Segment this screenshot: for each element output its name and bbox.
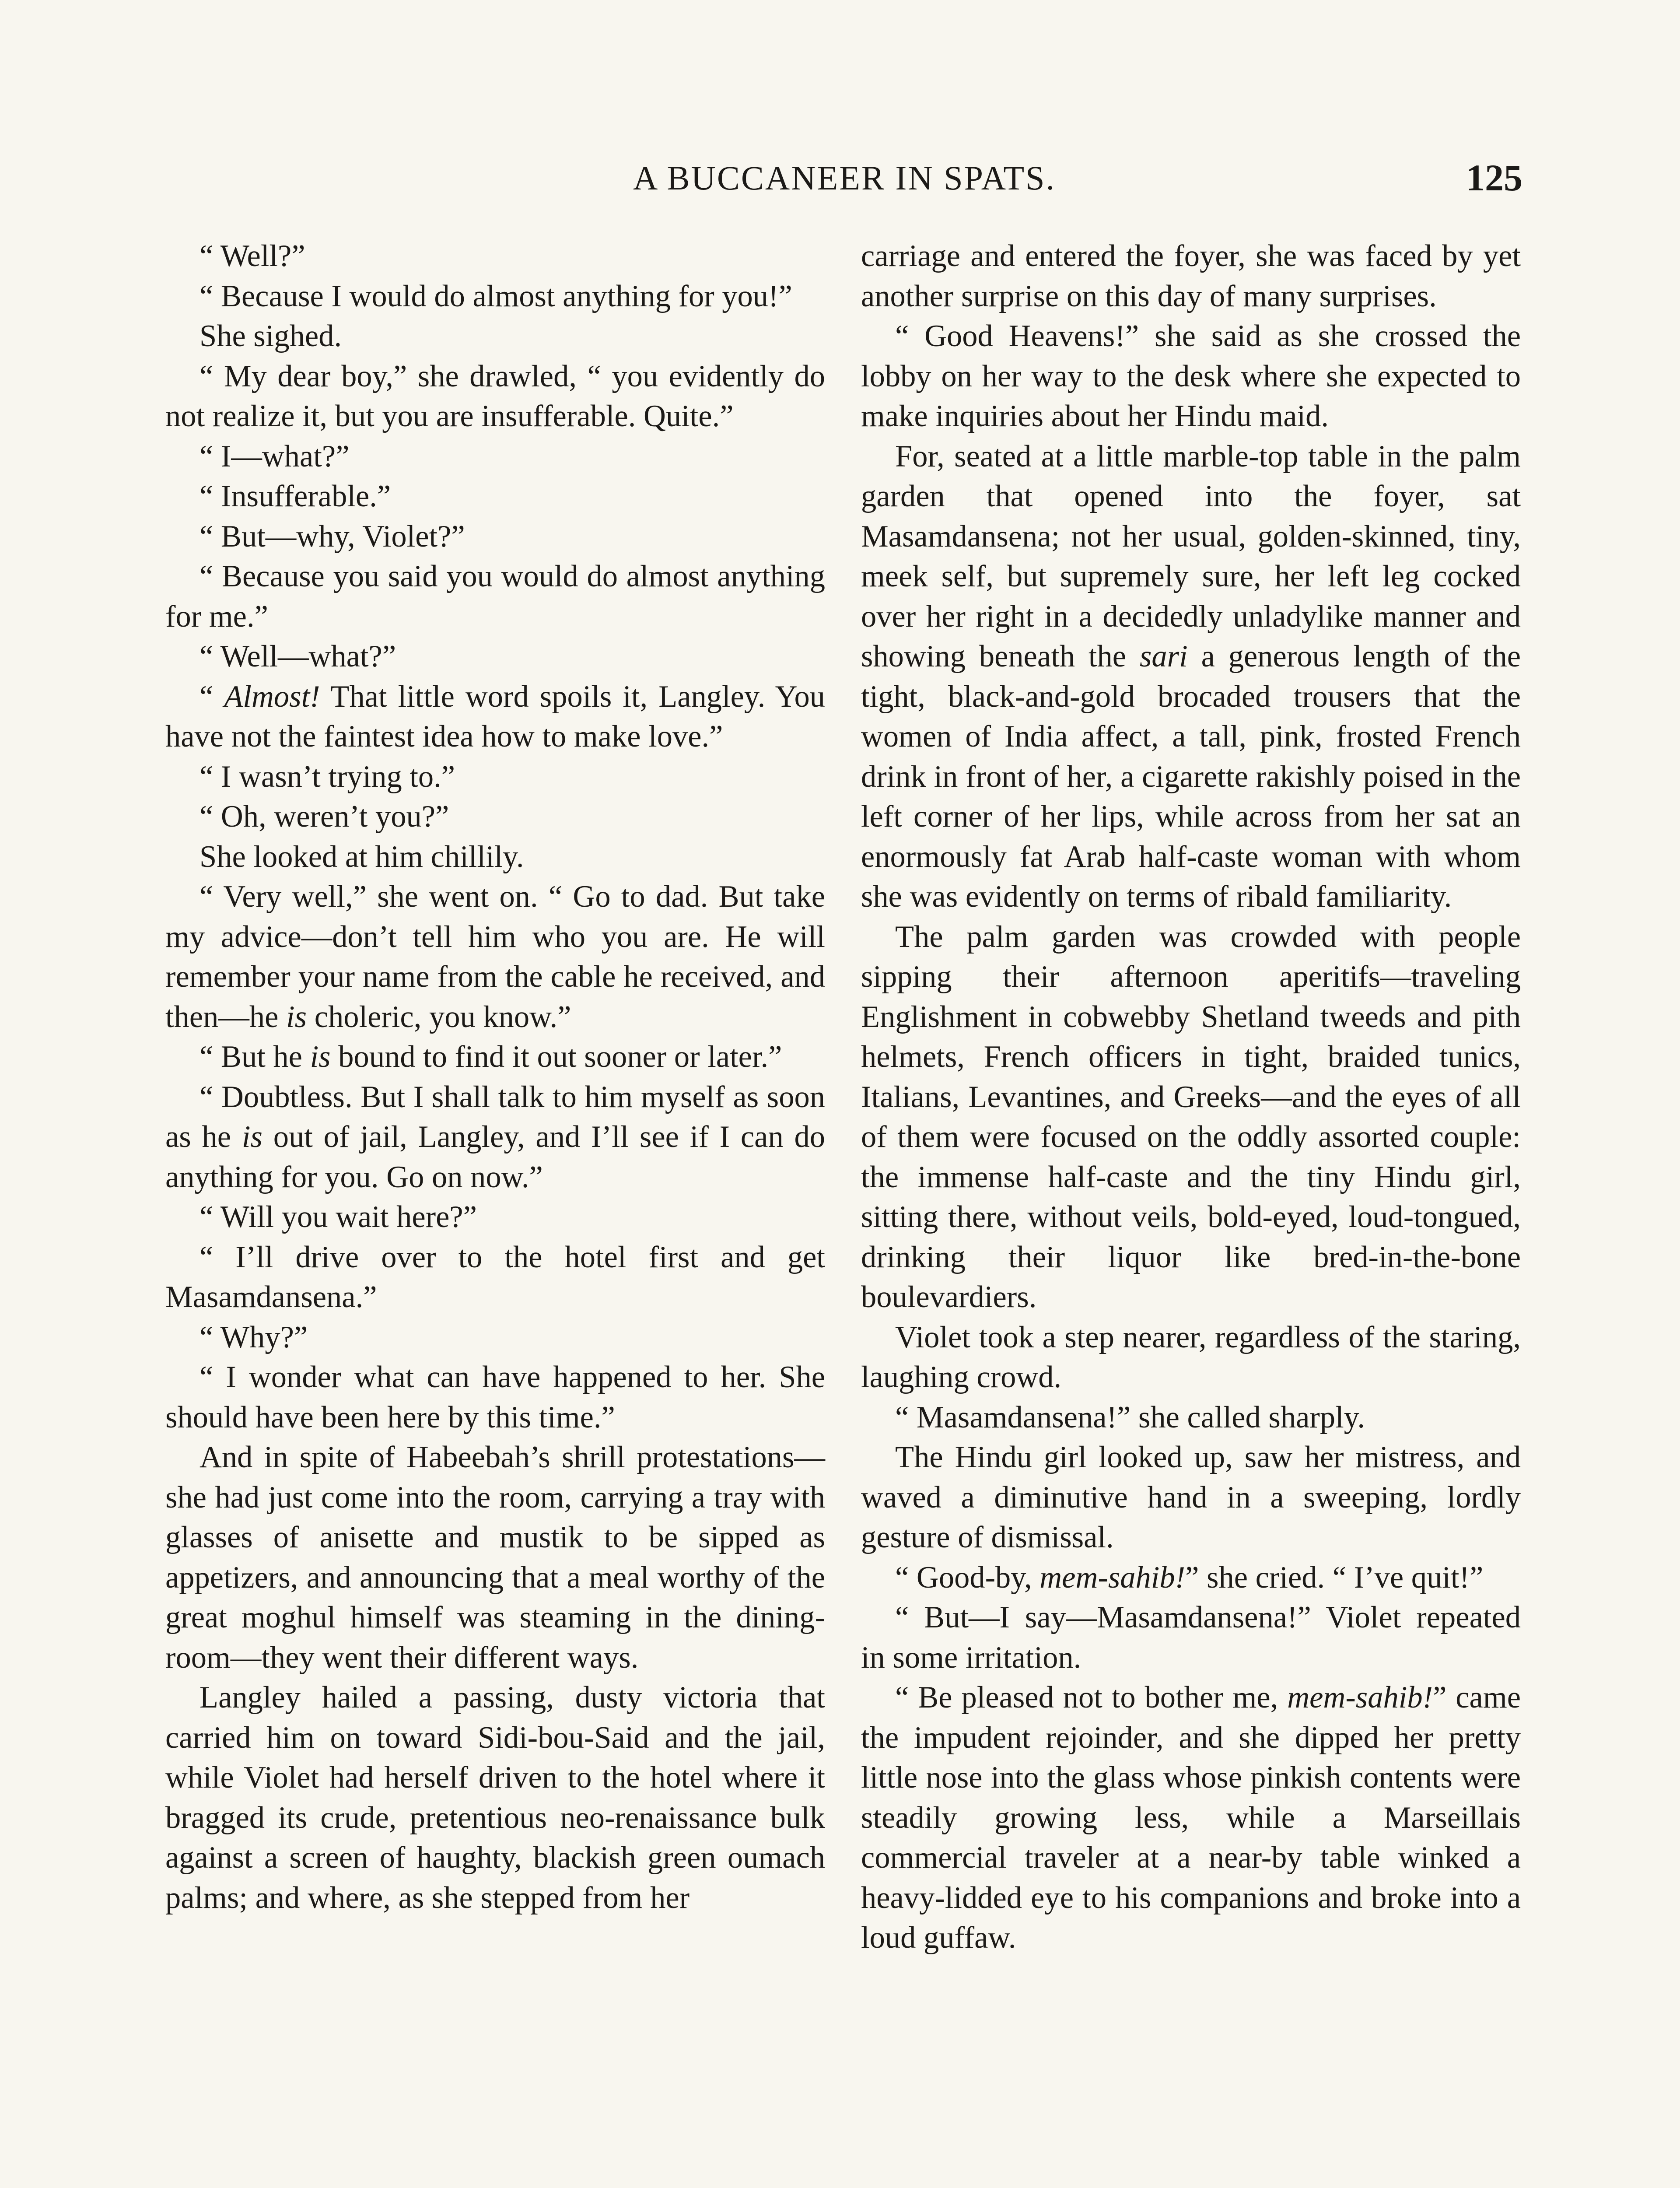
paragraph-continued: carriage and entered the foyer, she was faced by yet another surprise on this day of many surprises. [861, 239, 1521, 313]
paragraph: “ Well—what?” [200, 639, 396, 673]
paragraph: “ Well?” [200, 239, 305, 273]
paragraph: She sighed. [200, 319, 342, 353]
running-title: A BUCCANEER IN SPATS. [633, 159, 1056, 197]
page-number: 125 [1466, 157, 1522, 199]
paragraph: The Hindu girl looked up, saw her mistress, and waved a diminutive hand in a sweeping, lordly gesture of dismissal. [861, 1440, 1521, 1554]
paragraph: “ I wonder what can have happened to her. She should have been here by this time.” [165, 1360, 825, 1434]
right-column [861, 236, 1521, 1958]
paragraph: The palm garden was crowded with people sipping their afternoon aperitifs—traveling Englishment in cobwebby Shetland tweeds and pith helmets, French officers in tight, braided tunics, Italians, Levantines, and Greeks—and the eyes of all of them were focused on the oddly assorted couple: the immense half-caste and the tiny Hindu girl, sitting there, without veils, bold-eyed, loud-tongued, drinking their liquor like bred-in-the-bone boulevardiers. [861, 919, 1521, 1314]
page-header [166, 158, 1522, 207]
paragraph: “ Be pleased not to bother me, mem-sahib!” came the impudent rejoinder, and she dipped her pretty little nose into the glass whose pinkish contents were steadily growing less, while a Marseillais commercial traveler at a near-by table winked a heavy-lidded eye to his companions and broke into a loud guffaw. [861, 1680, 1521, 1955]
paragraph: “ I—what?” [200, 439, 350, 473]
paragraph: “ Good-by, mem-sahib!” she cried. “ I’ve quit!” [895, 1560, 1484, 1595]
paragraph: “ My dear boy,” she drawled, “ you evidently do not realize it, but you are insufferable. Quite.” [165, 359, 825, 433]
paragraph: Langley hailed a passing, dusty victoria that carried him on toward Sidi-bou-Said and the jail, while Violet had herself driven to the hotel where it bragged its crude, pretentious neo-renaissance bulk against a screen of haughty, blackish green oumach palms; and where, as she stepped from her [165, 1680, 825, 1915]
paragraph: “ But he is bound to find it out sooner or later.” [200, 1040, 782, 1074]
paragraph: “ But—why, Violet?” [200, 519, 465, 554]
paragraph: She looked at him chillily. [200, 839, 524, 874]
paragraph: And in spite of Habeebah’s shrill protestations—she had just come into the room, carrying a tray with glasses of anisette and mustik to be sipped as appetizers, and announcing that a meal worthy of the great moghul himself was steaming in the dining-room—they went their different ways. [165, 1440, 825, 1675]
paragraph: “ Oh, weren’t you?” [200, 799, 449, 834]
paragraph: For, seated at a little marble-top table in the palm garden that opened into the foyer, sat Masamdansena; not her usual, golden-skinned, tiny, meek self, but supremely sure, her left leg cocked over her right in a decidedly unladylike manner and showing beneath the sari a generous length of the tight, black-and-gold brocaded trousers that the women of India affect, a tall, pink, frosted French drink in front of her, a cigarette rakishly poised in the left corner of her lips, while across from her sat an enormously fat Arab half-caste woman with whom she was evidently on terms of ribald familiarity. [861, 439, 1521, 914]
left-column [165, 236, 825, 1918]
paragraph: “ Almost! That little word spoils it, Langley. You have not the faintest idea how to make love.” [165, 679, 825, 754]
paragraph: “ I’ll drive over to the hotel first and get Masamdansena.” [165, 1240, 825, 1314]
paragraph: “ Very well,” she went on. “ Go to dad. But take my advice—don’t tell him who you are. He will remember your name from the cable he received, and then—he is choleric, you know.” [165, 880, 825, 1034]
paragraph: “ Good Heavens!” she said as she crossed the lobby on her way to the desk where she expected to make inquiries about her Hindu maid. [861, 319, 1521, 433]
paragraph: “ But—I say—Masamdansena!” Violet repeated in some irritation. [861, 1600, 1521, 1675]
paragraph: “ Doubtless. But I shall talk to him myself as soon as he is out of jail, Langley, and I’ll see if I can do anything for you. Go on now.” [165, 1080, 825, 1194]
paragraph: “ Will you wait here?” [200, 1200, 477, 1234]
paragraph: Violet took a step nearer, regardless of the staring, laughing crowd. [861, 1320, 1521, 1394]
paragraph: “ Why?” [200, 1320, 308, 1354]
paragraph: “ Insufferable.” [200, 479, 391, 513]
paragraph: “ I wasn’t trying to.” [200, 759, 455, 794]
paragraph: “ Because you said you would do almost anything for me.” [165, 559, 825, 634]
paragraph: “ Because I would do almost anything for you!” [200, 279, 792, 313]
paragraph: “ Masamdansena!” she called sharply. [895, 1400, 1365, 1434]
